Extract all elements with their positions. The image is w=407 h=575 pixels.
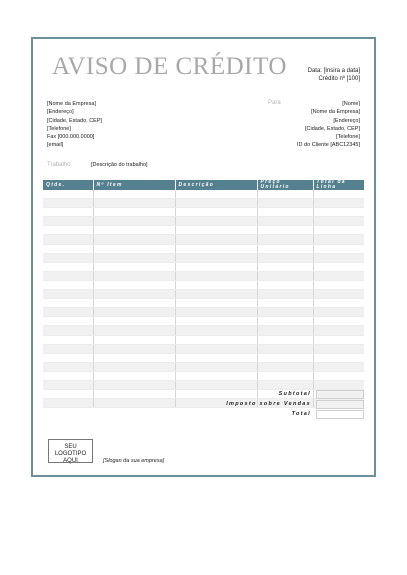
table-cell[interactable] <box>43 308 93 317</box>
table-cell[interactable] <box>313 299 364 308</box>
company-slogan[interactable]: [Slogan da sua empresa] <box>103 458 165 464</box>
sender-city[interactable]: [Cidade, Estado, CEP] <box>47 117 103 124</box>
table-cell[interactable] <box>43 199 93 208</box>
credit-meta <box>308 67 360 83</box>
table-cell[interactable] <box>175 271 257 280</box>
table-cell[interactable] <box>257 353 313 362</box>
recipient-name[interactable]: [Nome] <box>342 101 360 107</box>
table-cell[interactable] <box>257 226 313 235</box>
table-row <box>43 326 364 335</box>
table-cell[interactable] <box>43 326 93 335</box>
table-cell[interactable] <box>313 235 364 244</box>
table-cell[interactable] <box>313 271 364 280</box>
table-cell[interactable] <box>175 280 257 289</box>
credit-number-field[interactable]: Crédito nº [100] <box>318 76 360 82</box>
table-cell[interactable] <box>257 299 313 308</box>
tax-value-cell[interactable] <box>316 400 364 409</box>
table-row <box>43 353 364 362</box>
col-header-qty: Qtde. <box>43 180 93 190</box>
table-cell[interactable] <box>93 344 175 353</box>
table-cell[interactable] <box>257 317 313 326</box>
table-cell[interactable] <box>175 244 257 253</box>
table-row <box>43 217 364 226</box>
table-cell[interactable] <box>43 362 93 371</box>
table-cell[interactable] <box>175 190 257 199</box>
table-cell[interactable] <box>257 253 313 262</box>
table-row <box>43 271 364 280</box>
table-cell[interactable] <box>175 253 257 262</box>
job-description-field[interactable]: [Descrição do trabalho] <box>91 162 148 168</box>
table-cell[interactable] <box>175 326 257 335</box>
table-cell[interactable] <box>313 290 364 299</box>
logo-text-line2: AQUI <box>63 458 78 464</box>
sender-fax[interactable]: Fax [000.000.0000] <box>47 134 95 141</box>
table-cell[interactable] <box>257 335 313 344</box>
table-cell[interactable] <box>93 199 175 208</box>
table-cell[interactable] <box>175 308 257 317</box>
totals-block <box>43 390 364 420</box>
table-cell[interactable] <box>257 199 313 208</box>
table-cell[interactable] <box>313 226 364 235</box>
table-row <box>43 235 364 244</box>
table-cell[interactable] <box>43 235 93 244</box>
table-cell[interactable] <box>43 190 93 199</box>
table-cell[interactable] <box>257 280 313 289</box>
table-cell[interactable] <box>257 208 313 217</box>
table-cell[interactable] <box>313 217 364 226</box>
table-cell[interactable] <box>175 235 257 244</box>
table-cell[interactable] <box>313 280 364 289</box>
table-cell[interactable] <box>257 308 313 317</box>
subtotal-value-cell[interactable] <box>316 390 364 399</box>
col-header-item-no: Nº Item <box>93 180 175 190</box>
table-cell[interactable] <box>257 290 313 299</box>
table-row <box>43 362 364 371</box>
table-cell[interactable] <box>93 235 175 244</box>
table-cell[interactable] <box>93 208 175 217</box>
sender-email[interactable]: [email] <box>47 142 64 149</box>
col-header-line-total: Total da Linha <box>313 180 364 190</box>
table-cell[interactable] <box>175 344 257 353</box>
table-cell[interactable] <box>313 244 364 253</box>
table-cell[interactable] <box>43 299 93 308</box>
table-cell[interactable] <box>313 317 364 326</box>
table-cell[interactable] <box>175 335 257 344</box>
sender-company[interactable]: [Nome da Empresa] <box>47 101 96 107</box>
table-row <box>43 308 364 317</box>
table-cell[interactable] <box>43 371 93 380</box>
table-header-row <box>43 180 364 190</box>
total-value-cell[interactable] <box>316 410 364 419</box>
table-cell[interactable] <box>43 226 93 235</box>
table-cell[interactable] <box>175 362 257 371</box>
items-table <box>43 180 364 408</box>
table-cell[interactable] <box>43 280 93 289</box>
table-row <box>43 317 364 326</box>
table-cell[interactable] <box>313 208 364 217</box>
recipient-label: Para <box>268 100 281 106</box>
recipient-block <box>297 100 360 150</box>
table-cell[interactable] <box>93 371 175 380</box>
table-row <box>43 244 364 253</box>
recipient-company[interactable]: [Nome da Empresa] <box>311 109 360 116</box>
table-cell[interactable] <box>43 244 93 253</box>
table-cell[interactable] <box>257 244 313 253</box>
table-cell[interactable] <box>93 280 175 289</box>
table-cell[interactable] <box>93 380 175 389</box>
table-cell[interactable] <box>93 217 175 226</box>
table-cell[interactable] <box>257 271 313 280</box>
subtotal-label: Subtotal <box>278 391 311 397</box>
table-cell[interactable] <box>257 371 313 380</box>
recipient-customer-id[interactable]: ID do Cliente [ABC12345] <box>297 142 360 149</box>
table-cell[interactable] <box>175 199 257 208</box>
total-label: Total <box>291 411 311 417</box>
table-cell[interactable] <box>313 344 364 353</box>
table-cell[interactable] <box>43 344 93 353</box>
table-cell[interactable] <box>313 326 364 335</box>
table-row <box>43 371 364 380</box>
table-row <box>43 199 364 208</box>
table-cell[interactable] <box>43 253 93 262</box>
recipient-city[interactable]: [Cidade, Estado, CEP] <box>304 125 360 132</box>
recipient-phone[interactable]: [Telefone] <box>336 134 360 141</box>
table-cell[interactable] <box>257 344 313 353</box>
table-cell[interactable] <box>93 326 175 335</box>
table-cell[interactable] <box>93 335 175 344</box>
total-row <box>43 410 364 420</box>
table-cell[interactable] <box>43 271 93 280</box>
logo-placeholder[interactable] <box>48 439 93 463</box>
table-cell[interactable] <box>93 353 175 362</box>
document-title: AVISO DE CRÉDITO <box>52 53 287 80</box>
table-cell[interactable] <box>43 353 93 362</box>
table-cell[interactable] <box>175 208 257 217</box>
table-cell[interactable] <box>175 262 257 271</box>
table-cell[interactable] <box>175 290 257 299</box>
table-cell[interactable] <box>313 353 364 362</box>
table-row <box>43 380 364 389</box>
table-row <box>43 344 364 353</box>
table-cell[interactable] <box>93 290 175 299</box>
table-cell[interactable] <box>313 380 364 389</box>
table-cell[interactable] <box>313 253 364 262</box>
tax-label: Imposto sobre Vendas <box>226 401 311 407</box>
table-cell[interactable] <box>175 371 257 380</box>
table-cell[interactable] <box>313 371 364 380</box>
job-label: Trabalho <box>47 162 71 168</box>
table-cell[interactable] <box>43 335 93 344</box>
table-cell[interactable] <box>313 362 364 371</box>
logo-text-line1: SEU LOGOTIPO <box>54 444 87 457</box>
table-cell[interactable] <box>313 335 364 344</box>
table-row <box>43 290 364 299</box>
date-field[interactable]: Data: [Insira a data] <box>307 68 360 74</box>
table-cell[interactable] <box>43 217 93 226</box>
table-cell[interactable] <box>257 217 313 226</box>
table-cell[interactable] <box>43 380 93 389</box>
table-cell[interactable] <box>93 253 175 262</box>
table-cell[interactable] <box>313 190 364 199</box>
table-cell[interactable] <box>257 190 313 199</box>
table-cell[interactable] <box>93 190 175 199</box>
table-cell[interactable] <box>175 380 257 389</box>
table-cell[interactable] <box>313 308 364 317</box>
table-cell[interactable] <box>43 317 93 326</box>
table-cell[interactable] <box>93 362 175 371</box>
recipient-address[interactable]: [Endereço] <box>333 117 360 124</box>
sender-block <box>47 100 102 150</box>
table-cell[interactable] <box>175 317 257 326</box>
table-cell[interactable] <box>93 271 175 280</box>
table-row <box>43 190 364 199</box>
table-cell[interactable] <box>93 226 175 235</box>
table-cell[interactable] <box>313 199 364 208</box>
table-cell[interactable] <box>93 262 175 271</box>
table-row <box>43 253 364 262</box>
table-cell[interactable] <box>175 217 257 226</box>
table-row <box>43 262 364 271</box>
table-cell[interactable] <box>257 326 313 335</box>
col-header-unit-price: Preço Unitário <box>257 180 313 190</box>
table-row <box>43 299 364 308</box>
table-cell[interactable] <box>175 299 257 308</box>
tax-row <box>43 400 364 410</box>
table-cell[interactable] <box>257 235 313 244</box>
table-cell[interactable] <box>93 244 175 253</box>
col-header-description: Descrição <box>175 180 257 190</box>
table-cell[interactable] <box>93 308 175 317</box>
table-cell[interactable] <box>43 290 93 299</box>
table-cell[interactable] <box>313 262 364 271</box>
table-cell[interactable] <box>93 317 175 326</box>
table-body <box>43 190 364 408</box>
table-cell[interactable] <box>257 262 313 271</box>
table-cell[interactable] <box>175 353 257 362</box>
table-row <box>43 226 364 235</box>
table-row <box>43 208 364 217</box>
table-cell[interactable] <box>93 299 175 308</box>
table-row <box>43 335 364 344</box>
sender-address[interactable]: [Endereço] <box>47 109 74 116</box>
subtotal-row <box>43 390 364 400</box>
table-cell[interactable] <box>43 208 93 217</box>
table-cell[interactable] <box>175 226 257 235</box>
table-cell[interactable] <box>257 380 313 389</box>
sender-phone[interactable]: [Telefone] <box>47 125 71 132</box>
table-cell[interactable] <box>43 262 93 271</box>
table-row <box>43 280 364 289</box>
table-cell[interactable] <box>257 362 313 371</box>
